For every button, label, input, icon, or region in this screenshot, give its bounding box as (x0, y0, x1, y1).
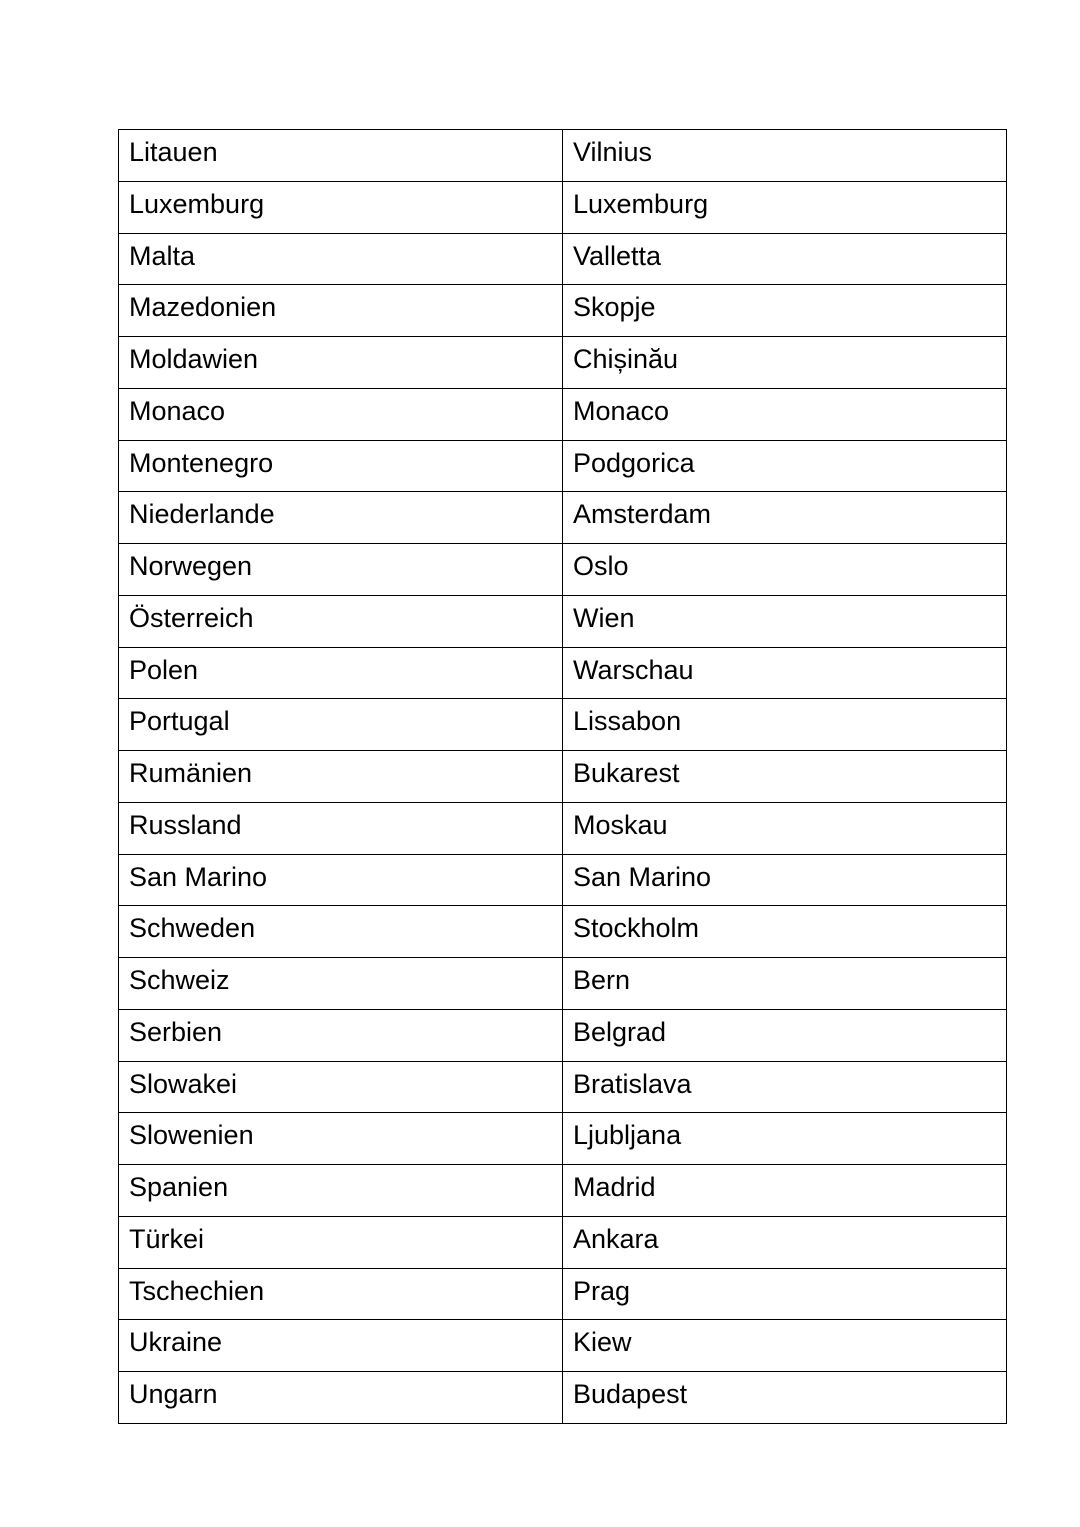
table-row (119, 958, 1007, 1010)
table-row (119, 1113, 1007, 1165)
table-row (119, 906, 1007, 958)
country-cell: Litauen (119, 130, 563, 182)
table-row (119, 595, 1007, 647)
table-row (119, 1320, 1007, 1372)
country-cell: Slowenien (119, 1113, 563, 1165)
capital-cell: Belgrad (563, 1009, 1007, 1061)
capital-cell: Bratislava (563, 1061, 1007, 1113)
country-cell: Schweden (119, 906, 563, 958)
capital-cell: Moskau (563, 802, 1007, 854)
capital-cell: Wien (563, 595, 1007, 647)
capital-cell: Vilnius (563, 130, 1007, 182)
table-row (119, 233, 1007, 285)
table-row (119, 647, 1007, 699)
table-row (119, 285, 1007, 337)
country-cell: Spanien (119, 1165, 563, 1217)
table-row (119, 1216, 1007, 1268)
table-row (119, 1165, 1007, 1217)
country-cell: Moldawien (119, 337, 563, 389)
countries-capitals-table (118, 129, 1007, 1424)
capital-cell: Bukarest (563, 751, 1007, 803)
capital-cell: Kiew (563, 1320, 1007, 1372)
country-cell: Serbien (119, 1009, 563, 1061)
country-cell: Türkei (119, 1216, 563, 1268)
country-cell: Mazedonien (119, 285, 563, 337)
capital-cell: Prag (563, 1268, 1007, 1320)
country-cell: Niederlande (119, 492, 563, 544)
table-row (119, 492, 1007, 544)
capital-cell: Amsterdam (563, 492, 1007, 544)
country-cell: Monaco (119, 388, 563, 440)
capital-cell: Stockholm (563, 906, 1007, 958)
country-cell: Slowakei (119, 1061, 563, 1113)
capital-cell: Podgorica (563, 440, 1007, 492)
table-row (119, 440, 1007, 492)
country-cell: Portugal (119, 699, 563, 751)
table-row (119, 1061, 1007, 1113)
capital-cell: Valletta (563, 233, 1007, 285)
capital-cell: Warschau (563, 647, 1007, 699)
table-row (119, 1372, 1007, 1424)
table-row (119, 854, 1007, 906)
table-row (119, 699, 1007, 751)
table-row (119, 1268, 1007, 1320)
country-cell: Österreich (119, 595, 563, 647)
table-row (119, 181, 1007, 233)
table-row (119, 337, 1007, 389)
country-cell: Russland (119, 802, 563, 854)
country-cell: Malta (119, 233, 563, 285)
capital-cell: Budapest (563, 1372, 1007, 1424)
country-cell: Luxemburg (119, 181, 563, 233)
country-cell: Norwegen (119, 544, 563, 596)
capital-cell: Chișinău (563, 337, 1007, 389)
capital-cell: Luxemburg (563, 181, 1007, 233)
capital-cell: Lissabon (563, 699, 1007, 751)
country-cell: Ungarn (119, 1372, 563, 1424)
country-cell: Montenegro (119, 440, 563, 492)
capital-cell: Monaco (563, 388, 1007, 440)
capital-cell: Madrid (563, 1165, 1007, 1217)
country-cell: San Marino (119, 854, 563, 906)
capital-cell: San Marino (563, 854, 1007, 906)
table-row (119, 388, 1007, 440)
table-row (119, 130, 1007, 182)
country-cell: Schweiz (119, 958, 563, 1010)
table-body (119, 130, 1007, 1424)
capital-cell: Oslo (563, 544, 1007, 596)
country-cell: Tschechien (119, 1268, 563, 1320)
table-row (119, 1009, 1007, 1061)
capital-cell: Ljubljana (563, 1113, 1007, 1165)
country-cell: Ukraine (119, 1320, 563, 1372)
table-row (119, 544, 1007, 596)
table-row (119, 802, 1007, 854)
capital-cell: Skopje (563, 285, 1007, 337)
country-cell: Rumänien (119, 751, 563, 803)
capital-cell: Bern (563, 958, 1007, 1010)
country-cell: Polen (119, 647, 563, 699)
table-row (119, 751, 1007, 803)
capital-cell: Ankara (563, 1216, 1007, 1268)
